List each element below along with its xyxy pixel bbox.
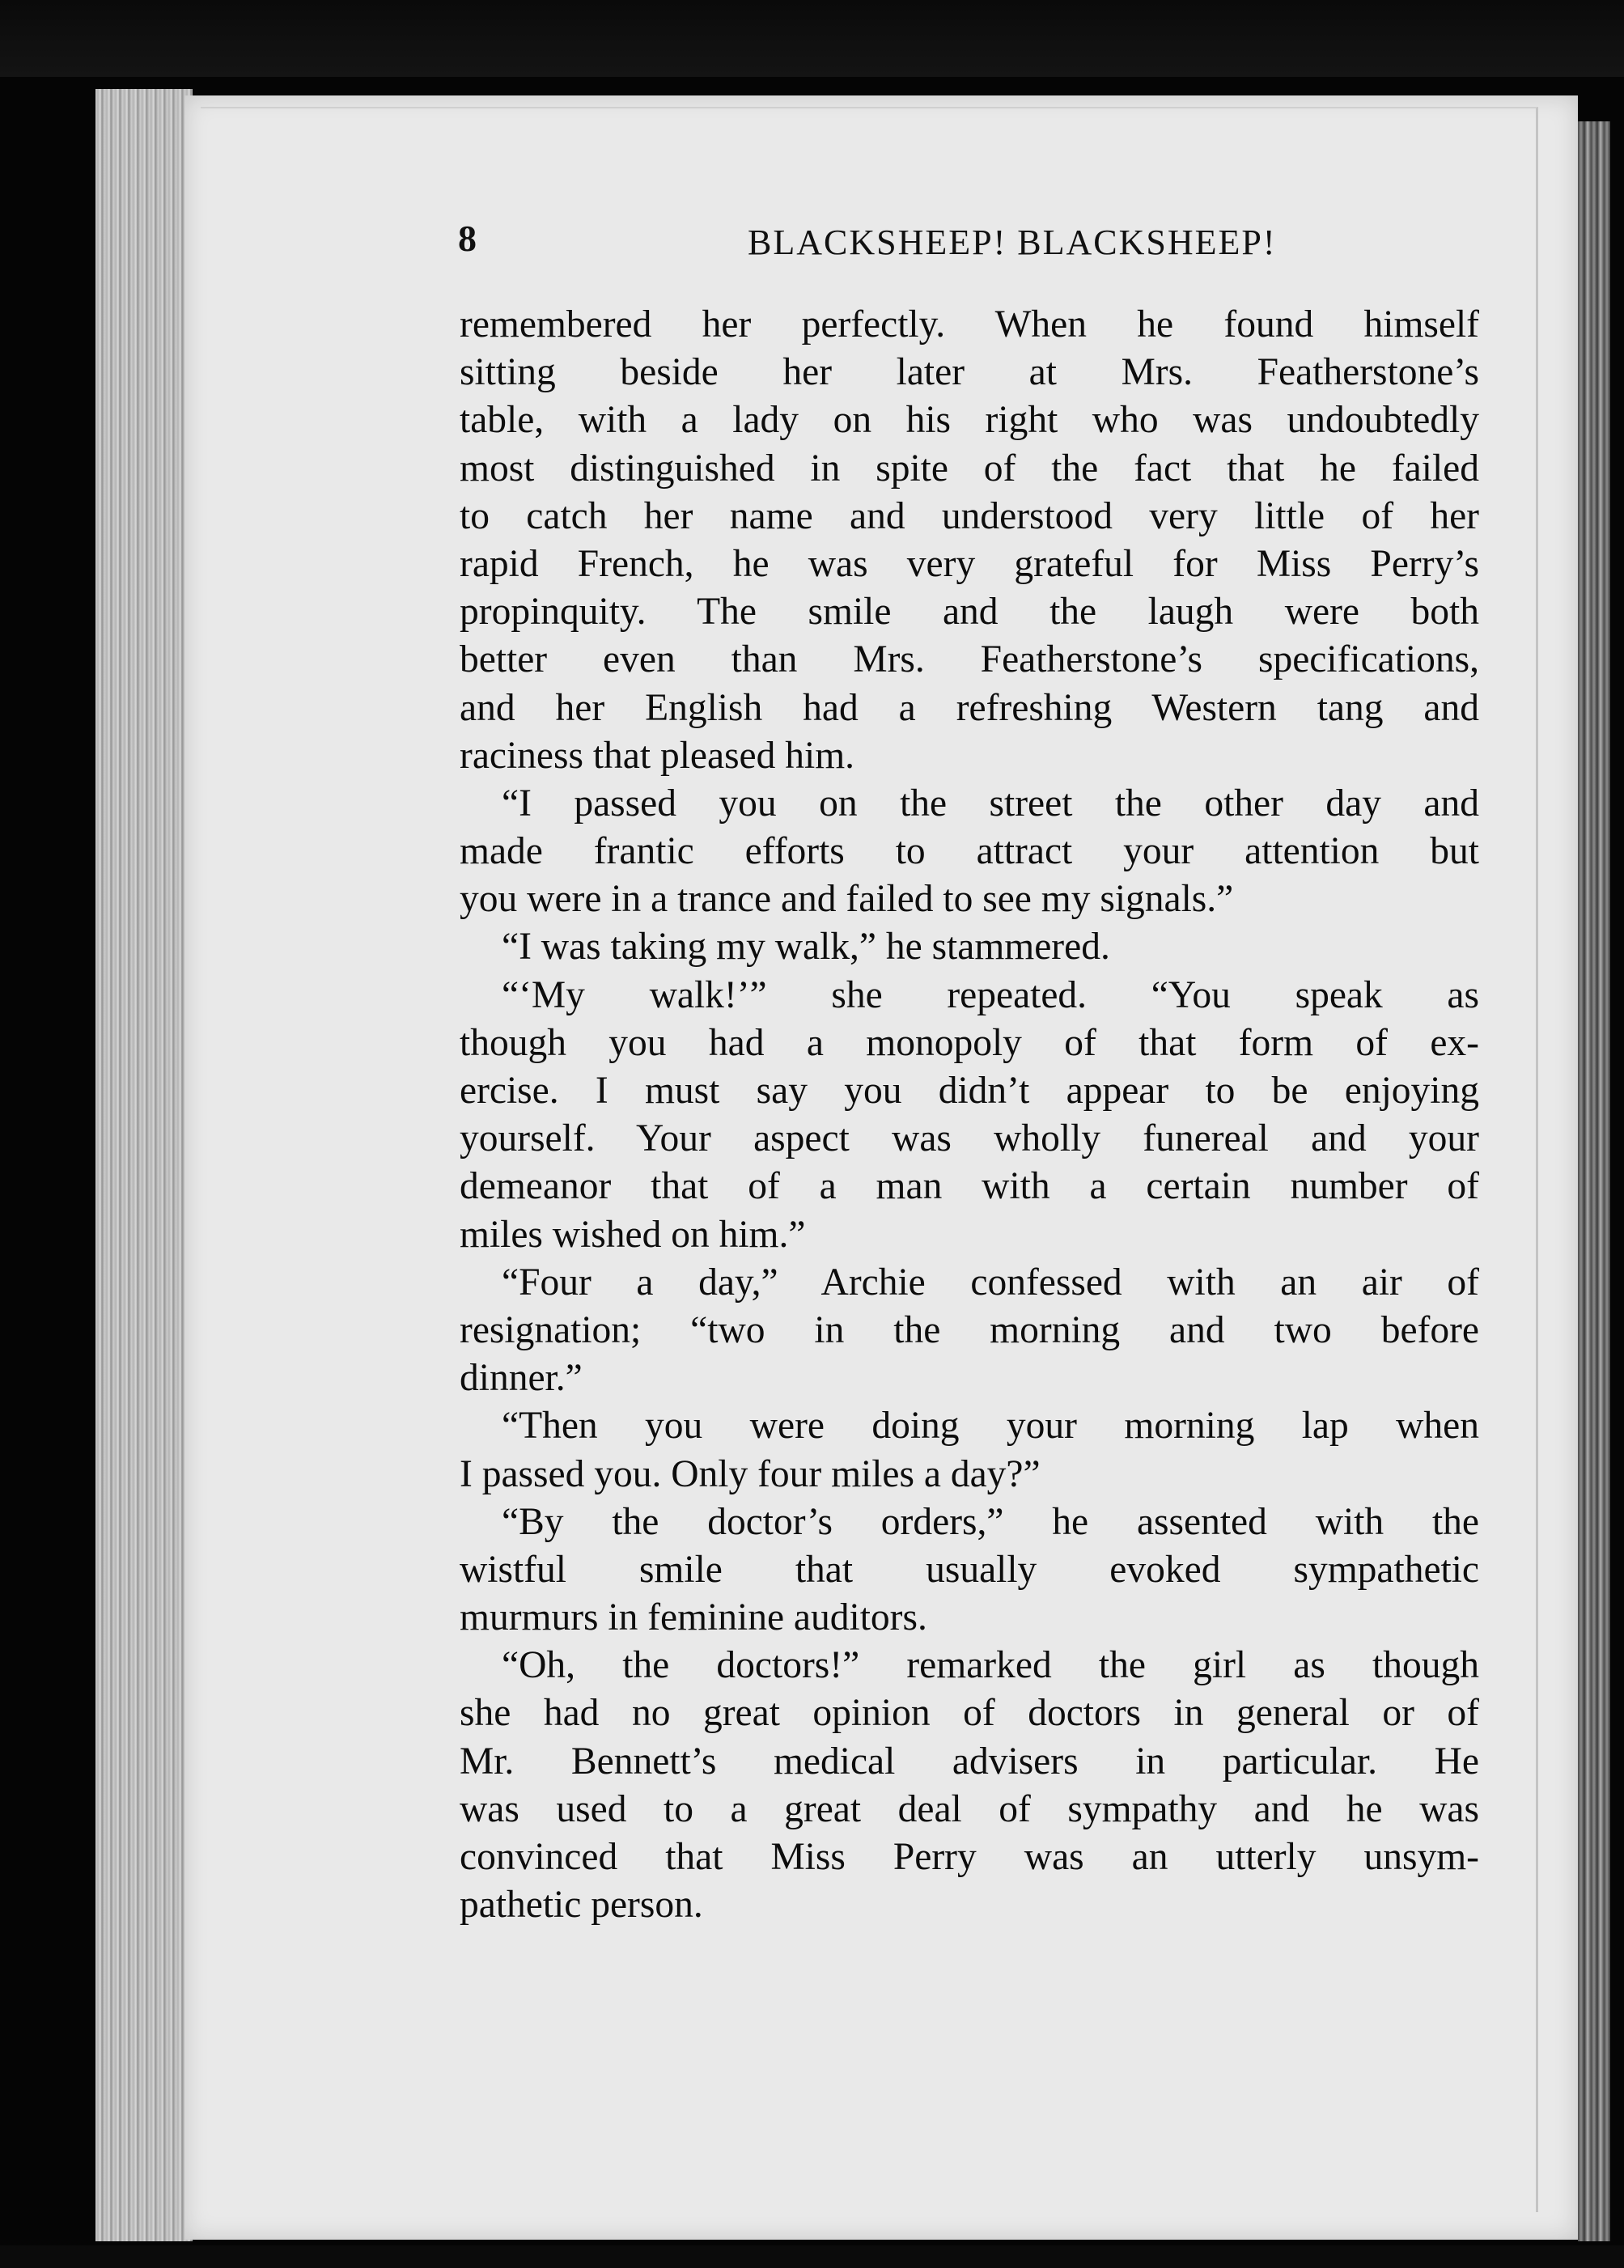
text-line: most distinguished in spite of the fact that he failed bbox=[460, 447, 1479, 490]
text-line: yourself. Your aspect was wholly funereal and your bbox=[460, 1117, 1479, 1160]
text-line: rapid French, he was very grateful for Miss Perry’s bbox=[460, 542, 1479, 585]
text-line: “Then you were doing your morning lap when bbox=[502, 1405, 1479, 1448]
text-line: “Four a day,” Archie confessed with an air of bbox=[502, 1261, 1479, 1304]
text-line: dinner.” bbox=[460, 1357, 583, 1400]
text-line: ercise. I must say you didn’t appear to be enjoying bbox=[460, 1070, 1479, 1112]
running-head: BLACKSHEEP! BLACKSHEEP! bbox=[748, 223, 1277, 262]
text-line: sitting beside her later at Mrs. Featherstone’s bbox=[460, 351, 1479, 394]
text-line: though you had a monopoly of that form of ex- bbox=[460, 1021, 1479, 1064]
text-line: “I was taking my walk,” he stammered. bbox=[502, 926, 1110, 969]
text-line: raciness that pleased him. bbox=[460, 734, 855, 777]
text-line: “I passed you on the street the other day and bbox=[502, 782, 1479, 825]
text-line: propinquity. The smile and the laugh were both bbox=[460, 591, 1479, 634]
text-line: made frantic efforts to attract your attention but bbox=[460, 830, 1479, 873]
text-line: “Oh, the doctors!” remarked the girl as though bbox=[502, 1644, 1479, 1687]
text-line: murmurs in feminine auditors. bbox=[460, 1596, 927, 1639]
text-line: I passed you. Only four miles a day?” bbox=[460, 1452, 1041, 1495]
text-line: miles wished on him.” bbox=[460, 1213, 806, 1256]
page-stack-edge-left bbox=[95, 89, 193, 2241]
page-header bbox=[270, 217, 1403, 273]
text-line: pathetic person. bbox=[460, 1884, 703, 1927]
scan-top-border bbox=[0, 0, 1624, 77]
text-line: resignation; “two in the morning and two before bbox=[460, 1308, 1479, 1351]
text-line: remembered her perfectly. When he found himself bbox=[460, 303, 1479, 345]
scan-bottom-border bbox=[0, 2245, 1624, 2268]
text-line: convinced that Miss Perry was an utterly unsym- bbox=[460, 1836, 1479, 1878]
text-line: demeanor that of a man with a certain number of bbox=[460, 1165, 1479, 1208]
text-line: she had no great opinion of doctors in general or of bbox=[460, 1692, 1479, 1735]
text-line: to catch her name and understood very little of her bbox=[460, 494, 1479, 537]
text-line: wistful smile that usually evoked sympathetic bbox=[460, 1548, 1479, 1591]
binding-edge-right bbox=[1578, 121, 1610, 2241]
text-line: and her English had a refreshing Western tang and bbox=[460, 686, 1479, 729]
text-line: better even than Mrs. Featherstone’s specifications, bbox=[460, 638, 1479, 681]
text-line: you were in a trance and failed to see my signals.” bbox=[460, 878, 1234, 921]
page-number: 8 bbox=[458, 218, 477, 259]
text-line: table, with a lady on his right who was undoubtedly bbox=[460, 399, 1479, 442]
text-line: Mr. Bennett’s medical advisers in particular. He bbox=[460, 1740, 1479, 1783]
text-line: was used to a great deal of sympathy and he was bbox=[460, 1787, 1479, 1830]
text-line: “‘My walk!’” she repeated. “You speak as bbox=[502, 973, 1479, 1016]
body-text bbox=[460, 301, 1479, 1929]
text-line: “By the doctor’s orders,” he assented with the bbox=[502, 1500, 1479, 1543]
